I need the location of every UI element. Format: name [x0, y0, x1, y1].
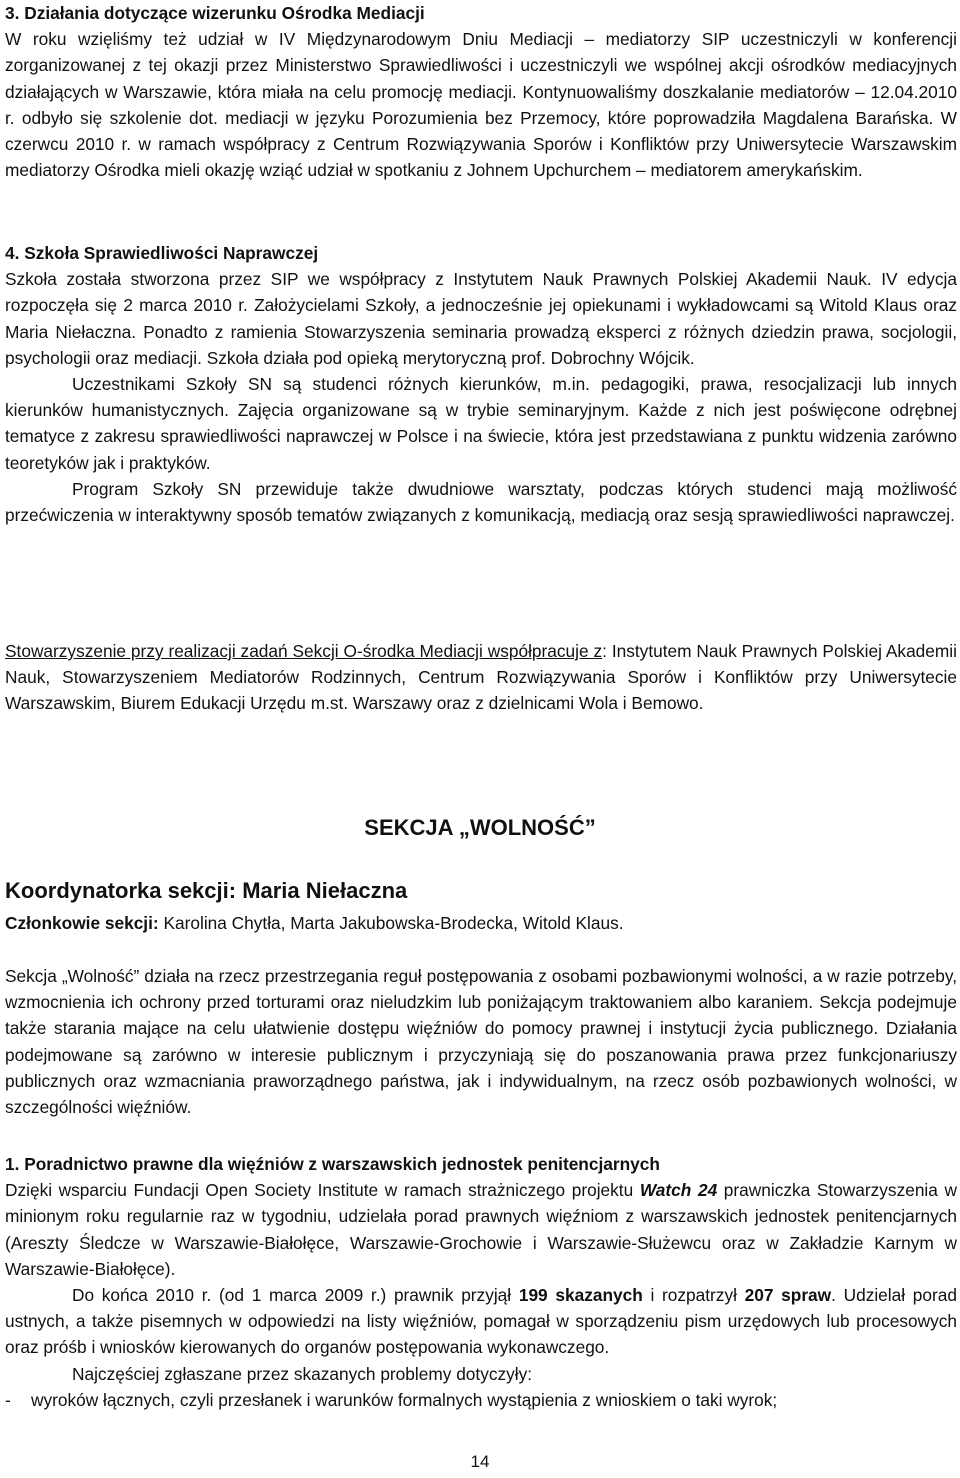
- members-names: Karolina Chytła, Marta Jakubowska-Brodecka, Witold Klaus.: [158, 913, 624, 933]
- project-name: Watch 24: [639, 1180, 718, 1201]
- sekcja-intro-section: [5, 963, 957, 1120]
- item-1-p2-c: i rozpatrzył: [642, 1285, 745, 1306]
- list-item: [5, 1387, 957, 1413]
- list-item-text: wyroków łącznych, czyli przesłanek i warunków formalnych wystąpienia z wnioskiem o taki wyrok;: [31, 1389, 778, 1410]
- section-4-heading: [5, 240, 957, 266]
- members-line: [5, 910, 957, 936]
- members-label: Członkowie sekcji:: [5, 913, 159, 933]
- section-4-title: Szkoła Sprawiedliwości Naprawczej: [24, 243, 319, 263]
- section-3: [5, 0, 957, 183]
- section-4-number: 4.: [5, 243, 20, 263]
- sekcja-intro: Sekcja „Wolność” działa na rzecz przestrzegania reguł postępowania z osobami pozbawionymi wolności, a w razie potrzeby, wzmocnienia ich ochrony przed torturami oraz nieludzkim lub poniżającym traktowaniem albo karaniem. Sekcja podejmuje także starania mające na celu ułatwienie dostępu więźniów do pomocy prawnej i instytucji życia publicznego. Działania podejmowane są zarówno w interesie publicznym i przyczyniają się do poszanowania prawa przez funkcjonariuszy publicznych oraz wzmacniania praworządnego państwa, jak i indywidualnym, na rzecz osób pozbawionych wolności, w szczególności więźniów.: [5, 966, 957, 1118]
- section-4: [5, 240, 957, 528]
- section-4-paragraph-1: Szkoła została stworzona przez SIP we współpracy z Instytutem Nauk Prawnych Polskiej Akademii Nauk. IV edycja rozpoczęła się 2 marca 2010 r. Założycielami Szkoły, a jednocześnie jej opiekunami i wykładowcami są Witold Klaus oraz Maria Niełaczna. Ponadto z ramienia Stowarzyszenia seminaria prowadzą eksperci z różnych dziedzin prawa, socjologii, psychologii oraz mediacji. Szkoła działa pod opieką merytoryczną prof. Dobrochny Wójcik.: [5, 269, 957, 368]
- item-1-heading: 1. Poradnictwo prawne dla więźniów z warszawskich jednostek penitencjarnych: [5, 1154, 660, 1174]
- cooperation-paragraph: [5, 638, 957, 717]
- cases-count: 207 spraw: [744, 1285, 832, 1306]
- section-3-paragraph: W roku wzięliśmy też udział w IV Międzynarodowym Dniu Mediacji – mediatorzy SIP uczestniczyli w konferencji zorganizowanej z tej okazji przez Ministerstwo Sprawiedliwości i uczestniczyli we wspólnej akcji ośrodków mediacyjnych działających w Warszawie, która miała na celu promocję mediacji. Kontynuowaliśmy doszkalanie mediatorów – 12.04.2010 r. odbyło się szkolenie dot. mediacji w języku Porozumienia bez Przemocy, które poprowadziła Magdalena Barańska. W czerwcu 2010 r. w ramach współpracy z Centrum Rozwiązywania Sporów i Konfliktów przy Uniwersytecie Warszawskim mediatorzy Ośrodka mieli okazję wziąć udział w spotkaniu z Johnem Upchurchem – mediatorem amerykańskim.: [5, 29, 957, 181]
- item-1-p1-after: prawniczka Stowarzyszenia w minionym roku regularnie raz w tygodniu, udzielała porad prawnych więźniom z warszawskich jednostek penitencjarnych (Areszty Śledcze w Warszawie-Białołęce, Warszawie-Grochowie i Warszawie-Służewcu oraz w Zakładzie Karnym w Warszawie-Białołęce).: [5, 1180, 957, 1279]
- item-1-section: [5, 1151, 957, 1413]
- item-1-p1-before: Dzięki wsparciu Fundacji Open Society Institute w ramach strażniczego projektu: [5, 1180, 640, 1201]
- item-1-p2-a: Do końca 2010 r. (od 1 marca 2009 r.) prawnik przyjął: [72, 1285, 519, 1306]
- item-1-paragraph-2: [5, 1282, 957, 1361]
- section-4-paragraph-2: Uczestnikami Szkoły SN są studenci różnych kierunków, m.in. pedagogiki, prawa, resocjalizacji lub innych kierunków humanistycznych. Zajęcia organizowane są w trybie seminaryjnym. Każde z nich jest poświęcone odrębnej tematyce z zakresu sprawiedliwości naprawczej w Polsce i na świecie, która jest przedstawiana z punktu widzenia zarówno teoretyków jak i praktyków.: [5, 374, 957, 473]
- cooperation-rest: : Instytutem Nauk Prawnych Polskiej Akademii Nauk, Stowarzyszeniem Mediatorów Rodzinnych, Centrum Rozwiązywania Sporów i Konfliktów przy Uniwersytecie Warszawskim, Biurem Edukacji Urzędu m.st. Warszawy oraz z dzielnicami Wola i Bemowo.: [5, 641, 957, 714]
- cooperation-underlined: Stowarzyszenie przy realizacji zadań Sekcji O-środka Mediacji współpracuje z: [5, 641, 603, 661]
- sekcja-title: SEKCJA „WOLNOŚĆ”: [364, 815, 596, 840]
- coordinator-heading: Koordynatorka sekcji: Maria Niełaczna: [5, 878, 408, 903]
- section-4-paragraph-3: Program Szkoły SN przewiduje także dwudniowe warsztaty, podczas których studenci mają możliwość przećwiczenia w interaktywny sposób tematów związanych z komunikacją, mediacją oraz sesją sprawiedliwości naprawczej.: [5, 478, 957, 526]
- convicts-count: 199 skazanych: [518, 1285, 643, 1306]
- item-1-p2-e: . Udzielał porad ustnych, a także pisemnych w odpowiedzi na listy więźniów, pomagał w sporządzeniu pism urzędowych lub procesowych oraz próśb i wniosków kierowanych do organów postępowania wykonawczego.: [5, 1285, 957, 1358]
- page-number: 14: [470, 1452, 490, 1471]
- item-1-paragraph-1: [5, 1177, 957, 1282]
- section-3-heading: 3. Działania dotyczące wizerunku Ośrodka Mediacji: [5, 3, 425, 23]
- members-section: [5, 910, 957, 936]
- list-dash: -: [5, 1389, 11, 1410]
- item-1-paragraph-3: Najczęściej zgłaszane przez skazanych problemy dotyczyły:: [72, 1363, 533, 1384]
- cooperation-section: [5, 638, 957, 717]
